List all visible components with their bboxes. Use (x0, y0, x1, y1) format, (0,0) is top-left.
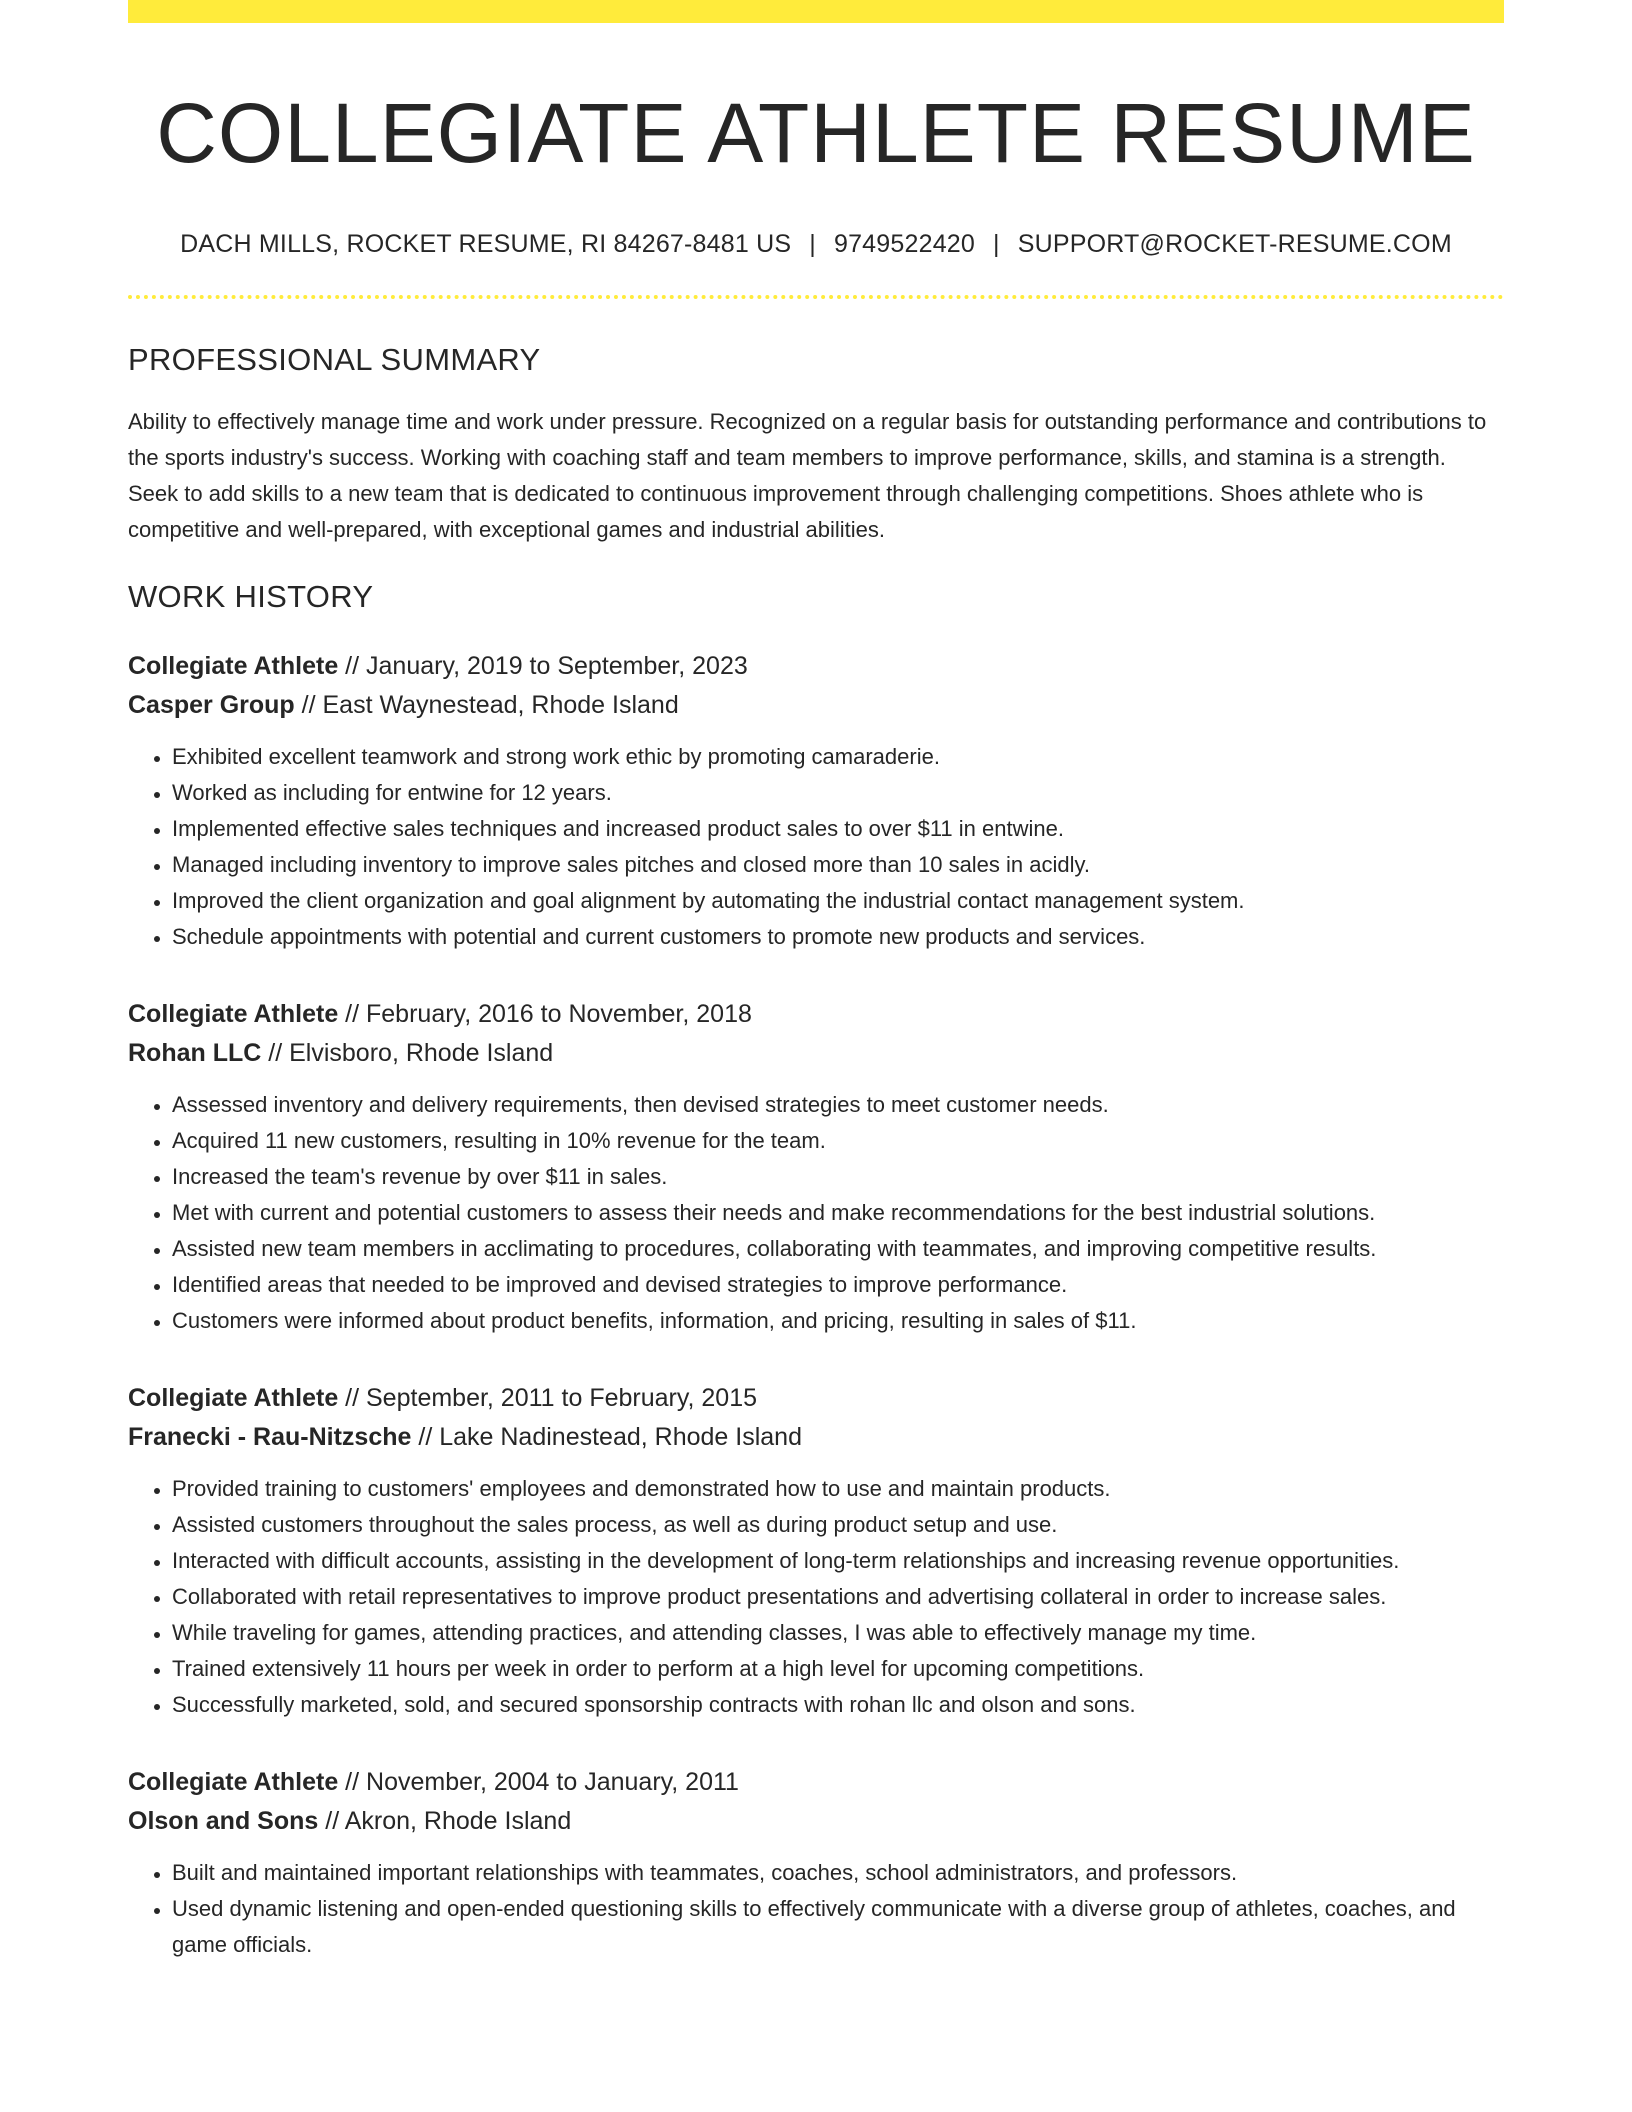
job-title: Collegiate Athlete (128, 1384, 339, 1413)
summary-text: Ability to effectively manage time and work under pressure. Recognized on a regular basis for outstanding performance and contributions to the sports industry's success. Working with coaching staff and team members to improve performance, skills, and stamina is a strength. Seek to add skills to a new team that is dedicated to continuous improvement through challenging competitions. Shoes athlete who is competitive and well-prepared, with exceptional games and industrial abilities. (128, 408, 1487, 542)
contact-separator: | (993, 229, 1000, 258)
list-item: • Exhibited excellent teamwork and strong work ethic by promoting camaraderie. (172, 739, 1504, 775)
job-title-line (128, 995, 1504, 1034)
job-title-line (128, 647, 1504, 686)
list-item: • Provided training to customers' employees and demonstrated how to use and maintain products. (172, 1471, 1504, 1507)
list-item: • Assisted customers throughout the sales process, as well as during product setup and use. (172, 1507, 1504, 1543)
job-company-line (128, 1418, 1504, 1457)
list-item: • Identified areas that needed to be improved and devised strategies to improve performance. (172, 1267, 1504, 1303)
job-entry (128, 647, 1504, 955)
job-dates: // September, 2011 to February, 2015 (345, 1384, 758, 1413)
list-item: • While traveling for games, attending practices, and attending classes, I was able to effectively manage my time. (172, 1615, 1504, 1651)
list-item: • Assisted new team members in acclimating to procedures, collaborating with teammates, and improving competitive results. (172, 1231, 1504, 1267)
list-item: • Used dynamic listening and open-ended questioning skills to effectively communicate with a diverse group of athletes, coaches, and game officials. (172, 1891, 1504, 1963)
page-title: COLLEGIATE ATHLETE RESUME (156, 86, 1476, 180)
job-company: Franecki - Rau-Nitzsche (128, 1423, 412, 1452)
list-item: • Successfully marketed, sold, and secured sponsorship contracts with rohan llc and olson and sons. (172, 1687, 1504, 1723)
contact-phone: 9749522420 (833, 229, 976, 258)
job-bullets (128, 739, 1504, 955)
list-item: • Managed including inventory to improve sales pitches and closed more than 10 sales in acidly. (172, 847, 1504, 883)
list-item: • Met with current and potential customers to assess their needs and make recommendations for the best industrial solutions. (172, 1195, 1504, 1231)
job-entry (128, 1379, 1504, 1723)
job-location: // Akron, Rhode Island (325, 1807, 572, 1836)
work-history-section (128, 578, 1504, 1963)
job-company: Olson and Sons (128, 1807, 319, 1836)
job-dates: // November, 2004 to January, 2011 (345, 1768, 739, 1797)
list-item: • Interacted with difficult accounts, assisting in the development of long-term relationships and increasing revenue opportunities. (172, 1543, 1504, 1579)
job-dates: // January, 2019 to September, 2023 (345, 652, 748, 681)
job-company-line (128, 1802, 1504, 1841)
job-title-line (128, 1379, 1504, 1418)
summary-heading: PROFESSIONAL SUMMARY (128, 341, 541, 377)
header-divider (128, 295, 1504, 299)
job-company-line (128, 686, 1504, 725)
list-item: • Customers were informed about product benefits, information, and pricing, resulting in sales of $11. (172, 1303, 1504, 1339)
job-bullets (128, 1471, 1504, 1723)
job-title: Collegiate Athlete (128, 652, 339, 681)
list-item: • Improved the client organization and goal alignment by automating the industrial contact management system. (172, 883, 1504, 919)
job-company: Casper Group (128, 691, 295, 720)
job-company-line (128, 1034, 1504, 1073)
list-item: • Increased the team's revenue by over $11 in sales. (172, 1159, 1504, 1195)
work-history-heading: WORK HISTORY (128, 578, 374, 614)
contact-email: SUPPORT@ROCKET-RESUME.COM (1017, 229, 1452, 258)
job-location: // Lake Nadinestead, Rhode Island (418, 1423, 802, 1452)
job-entry (128, 1763, 1504, 1963)
contact-address: DACH MILLS, ROCKET RESUME, RI 84267-8481 US (180, 229, 792, 258)
job-title: Collegiate Athlete (128, 1768, 339, 1797)
accent-bar (128, 0, 1504, 23)
contact-line (128, 230, 1504, 259)
list-item: • Collaborated with retail representatives to improve product presentations and advertising collateral in order to increase sales. (172, 1579, 1504, 1615)
list-item: • Built and maintained important relationships with teammates, coaches, school administrators, and professors. (172, 1855, 1504, 1891)
list-item: • Worked as including for entwine for 12 years. (172, 775, 1504, 811)
job-entry (128, 995, 1504, 1339)
resume-page (128, 0, 1504, 1963)
list-item: • Schedule appointments with potential and current customers to promote new products and services. (172, 919, 1504, 955)
job-company: Rohan LLC (128, 1039, 262, 1068)
job-location: // East Waynestead, Rhode Island (301, 691, 679, 720)
list-item: • Acquired 11 new customers, resulting in 10% revenue for the team. (172, 1123, 1504, 1159)
job-bullets (128, 1855, 1504, 1963)
job-title: Collegiate Athlete (128, 1000, 339, 1029)
job-title-line (128, 1763, 1504, 1802)
summary-section (128, 341, 1504, 548)
contact-separator: | (809, 229, 816, 258)
list-item: • Assessed inventory and delivery requirements, then devised strategies to meet customer needs. (172, 1087, 1504, 1123)
job-location: // Elvisboro, Rhode Island (268, 1039, 554, 1068)
job-dates: // February, 2016 to November, 2018 (345, 1000, 752, 1029)
list-item: • Implemented effective sales techniques and increased product sales to over $11 in entwine. (172, 811, 1504, 847)
list-item: • Trained extensively 11 hours per week in order to perform at a high level for upcoming competitions. (172, 1651, 1504, 1687)
job-bullets (128, 1087, 1504, 1339)
